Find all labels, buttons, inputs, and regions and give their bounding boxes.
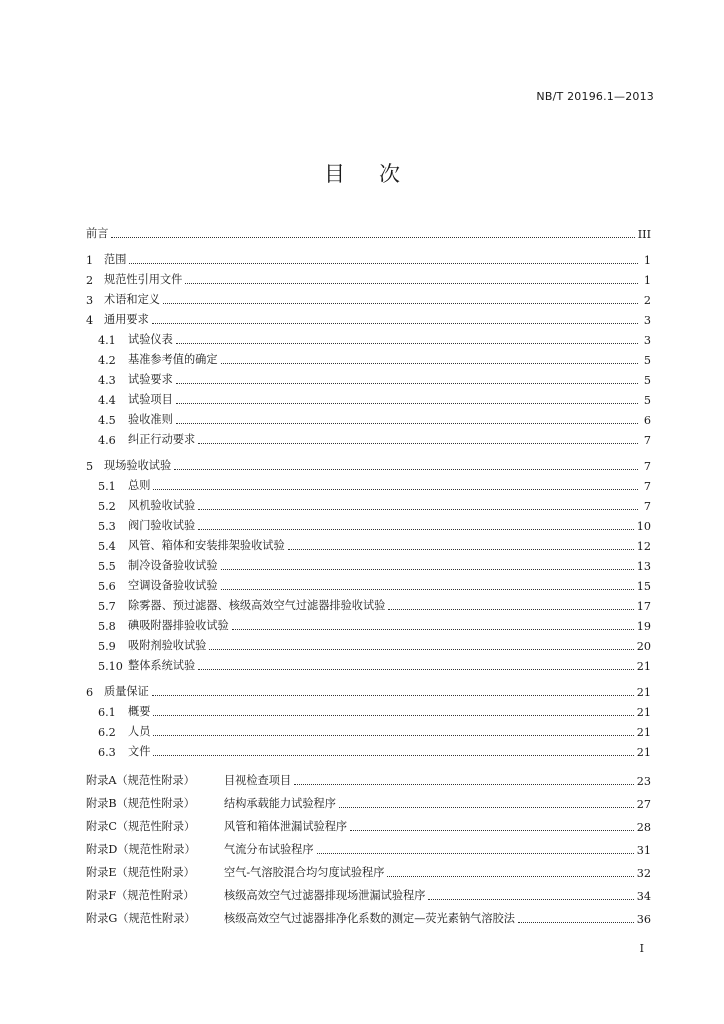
toc-entry-number: 附录E（规范性附录） — [86, 866, 195, 879]
toc-entry-title: 空气-气溶胶混合均匀度试验程序 — [224, 866, 385, 879]
toc-entry-title: 总则 — [128, 479, 151, 492]
toc-entry[interactable] — [86, 367, 651, 387]
toc-entry[interactable] — [86, 247, 651, 267]
toc-leader-dots — [288, 548, 634, 550]
toc-entry-page: 10 — [636, 520, 651, 533]
toc-entry-title: 试验要求 — [128, 373, 173, 386]
toc-leader-dots — [153, 714, 633, 716]
toc-entry[interactable] — [86, 593, 651, 613]
toc-entry[interactable] — [86, 811, 651, 834]
toc-entry[interactable] — [86, 653, 651, 673]
toc-entry-title: 文件 — [128, 745, 151, 758]
toc-entry-title: 核级高效空气过滤器排净化系数的测定—荧光素钠气溶胶法 — [224, 912, 515, 925]
toc-entry-page: 12 — [636, 540, 651, 553]
toc-entry-title: 气流分布试验程序 — [224, 843, 314, 856]
toc-leader-dots — [111, 236, 634, 238]
toc-leader-dots — [317, 852, 634, 854]
toc-entry[interactable] — [86, 287, 651, 307]
toc-entry-title: 除雾器、预过滤器、核级高效空气过滤器排验收试验 — [128, 599, 386, 612]
toc-entry-number: 6.1 — [98, 706, 116, 719]
toc-entry[interactable] — [86, 719, 651, 739]
page-title: 目次 — [324, 162, 434, 186]
toc-leader-dots — [185, 282, 638, 284]
toc-leader-dots — [198, 508, 638, 510]
toc-entry-number: 4.4 — [98, 394, 116, 407]
toc-entry-number: 5.4 — [98, 540, 116, 553]
toc-entry[interactable] — [86, 387, 651, 407]
toc-leader-dots — [350, 829, 634, 831]
toc-entry-number: 1 — [86, 254, 94, 267]
toc-leader-dots — [387, 875, 633, 877]
table-of-contents — [86, 221, 651, 926]
toc-entry[interactable] — [86, 427, 651, 447]
toc-leader-dots — [174, 468, 638, 470]
toc-entry-page: 7 — [643, 434, 651, 447]
toc-entry-title: 核级高效空气过滤器排现场泄漏试验程序 — [224, 889, 426, 902]
toc-leader-dots — [129, 262, 638, 264]
toc-entry-number: 5.8 — [98, 620, 116, 633]
toc-entry[interactable] — [86, 739, 651, 759]
toc-entry[interactable] — [86, 573, 651, 593]
toc-entry-number: 4.6 — [98, 434, 116, 447]
toc-entry-title: 试验项目 — [128, 393, 173, 406]
toc-entry-number: 附录F（规范性附录） — [86, 889, 195, 902]
toc-entry[interactable] — [86, 347, 651, 367]
toc-entry-number: 6.2 — [98, 726, 116, 739]
toc-entry-number: 5.5 — [98, 560, 116, 573]
toc-entry[interactable] — [86, 407, 651, 427]
toc-entry-page: 5 — [643, 354, 651, 367]
toc-entry-page: 21 — [636, 706, 651, 719]
toc-entry-page: 28 — [636, 821, 651, 834]
toc-entry[interactable] — [86, 788, 651, 811]
toc-entry-page: 1 — [643, 254, 651, 267]
toc-entry-title: 风管和箱体泄漏试验程序 — [224, 820, 348, 833]
toc-entry-number: 5.6 — [98, 580, 116, 593]
toc-entry-page: 19 — [636, 620, 651, 633]
toc-entry[interactable] — [86, 513, 651, 533]
toc-entry[interactable] — [86, 327, 651, 347]
toc-entry-title: 纠正行动要求 — [128, 433, 196, 446]
toc-leader-dots — [198, 442, 638, 444]
toc-leader-dots — [176, 382, 638, 384]
toc-entry-number: 6 — [86, 686, 94, 699]
toc-entry-title: 碘吸附器排验收试验 — [128, 619, 229, 632]
toc-entry-number: 5.10 — [98, 660, 123, 673]
toc-entry-title: 验收准则 — [128, 413, 173, 426]
toc-entry-page: 20 — [636, 640, 651, 653]
toc-leader-dots — [294, 783, 634, 785]
toc-entry[interactable] — [86, 307, 651, 327]
toc-entry-title: 试验仪表 — [128, 333, 173, 346]
page-number: I — [639, 942, 644, 955]
toc-entry-title: 通用要求 — [104, 313, 149, 326]
toc-entry-number: 4.5 — [98, 414, 116, 427]
toc-entry-title: 阀门验收试验 — [128, 519, 196, 532]
toc-entry-title: 范围 — [104, 253, 127, 266]
toc-entry[interactable] — [86, 699, 651, 719]
toc-entry-title: 目视检查项目 — [224, 774, 292, 787]
toc-entry-title: 结构承载能力试验程序 — [224, 797, 336, 810]
toc-leader-dots — [153, 488, 638, 490]
toc-entry-title: 空调设备验收试验 — [128, 579, 218, 592]
toc-entry-page: 36 — [636, 913, 651, 926]
toc-leader-dots — [221, 588, 634, 590]
toc-entry-page: 5 — [643, 394, 651, 407]
toc-leader-dots — [339, 806, 634, 808]
toc-entry-title: 风管、箱体和安装排架验收试验 — [128, 539, 285, 552]
toc-leader-dots — [152, 694, 634, 696]
toc-leader-dots — [209, 648, 633, 650]
toc-entry-number: 2 — [86, 274, 94, 287]
toc-entry[interactable] — [86, 533, 651, 553]
toc-leader-dots — [152, 322, 638, 324]
toc-entry[interactable] — [86, 453, 651, 473]
toc-entry-number: 4.1 — [98, 334, 116, 347]
toc-leader-dots — [388, 608, 633, 610]
toc-entry-number: 4.3 — [98, 374, 116, 387]
toc-entry-number: 5.7 — [98, 600, 116, 613]
toc-entry[interactable] — [86, 633, 651, 653]
toc-leader-dots — [176, 402, 638, 404]
toc-entry-page: 21 — [636, 686, 651, 699]
toc-entry-number: 附录B（规范性附录） — [86, 797, 195, 810]
toc-entry-number: 附录C（规范性附录） — [86, 820, 196, 833]
toc-entry-title: 基准参考值的确定 — [128, 353, 218, 366]
toc-entry[interactable] — [86, 679, 651, 699]
toc-leader-dots — [428, 898, 633, 900]
toc-entry-page: 6 — [643, 414, 651, 427]
toc-entry-number: 6.3 — [98, 746, 116, 759]
toc-entry[interactable] — [86, 857, 651, 880]
toc-entry-page: 32 — [636, 867, 651, 880]
toc-entry[interactable] — [86, 553, 651, 573]
toc-entry-title: 质量保证 — [104, 685, 149, 698]
toc-entry-page: 7 — [643, 500, 651, 513]
toc-entry-number: 3 — [86, 294, 94, 307]
toc-entry-page: 15 — [636, 580, 651, 593]
toc-entry-title: 整体系统试验 — [128, 659, 196, 672]
toc-entry-number: 附录G（规范性附录） — [86, 912, 196, 925]
toc-entry-title: 术语和定义 — [104, 293, 160, 306]
toc-leader-dots — [163, 302, 638, 304]
toc-entry-number: 5.9 — [98, 640, 116, 653]
toc-entry-page: 31 — [636, 844, 651, 857]
toc-entry-title: 制冷设备验收试验 — [128, 559, 218, 572]
toc-entry-title: 概要 — [128, 705, 151, 718]
toc-entry-page: 17 — [636, 600, 651, 613]
standard-code: NB/T 20196.1—2013 — [536, 90, 654, 103]
toc-entry-title: 现场验收试验 — [104, 459, 172, 472]
toc-entry[interactable] — [86, 903, 651, 926]
toc-entry-page: 34 — [636, 890, 651, 903]
toc-entry-page: III — [637, 228, 651, 241]
toc-entry[interactable] — [86, 493, 651, 513]
toc-leader-dots — [153, 754, 633, 756]
toc-entry[interactable] — [86, 880, 651, 903]
toc-entry-title: 吸附剂验收试验 — [128, 639, 207, 652]
toc-entry-page: 7 — [643, 480, 651, 493]
toc-entry-page: 5 — [643, 374, 651, 387]
toc-entry-number: 5 — [86, 460, 94, 473]
toc-leader-dots — [232, 628, 634, 630]
toc-leader-dots — [198, 668, 634, 670]
toc-entry-number: 4.2 — [98, 354, 116, 367]
toc-entry-page: 7 — [643, 460, 651, 473]
toc-entry[interactable] — [86, 765, 651, 788]
toc-entry-page: 21 — [636, 746, 651, 759]
toc-entry-page: 3 — [643, 314, 651, 327]
toc-entry-number: 5.1 — [98, 480, 116, 493]
toc-entry-number: 5.2 — [98, 500, 116, 513]
toc-leader-dots — [518, 921, 634, 923]
toc-entry-page: 21 — [636, 726, 651, 739]
toc-leader-dots — [176, 422, 638, 424]
toc-leader-dots — [221, 568, 634, 570]
toc-entry-page: 2 — [643, 294, 651, 307]
toc-entry-title: 规范性引用文件 — [104, 273, 183, 286]
toc-entry-page: 23 — [636, 775, 651, 788]
toc-entry-page: 27 — [636, 798, 651, 811]
toc-entry-number: 5.3 — [98, 520, 116, 533]
toc-leader-dots — [176, 342, 638, 344]
toc-entry-title: 人员 — [128, 725, 151, 738]
toc-leader-dots — [221, 362, 638, 364]
toc-entry-title: 风机验收试验 — [128, 499, 196, 512]
toc-entry[interactable] — [86, 267, 651, 287]
toc-entry-number: 附录A（规范性附录） — [86, 774, 195, 787]
toc-entry[interactable] — [86, 473, 651, 493]
toc-entry-number: 4 — [86, 314, 94, 327]
toc-entry-page: 3 — [643, 334, 651, 347]
toc-entry-page: 1 — [643, 274, 651, 287]
toc-leader-dots — [198, 528, 634, 530]
toc-entry[interactable] — [86, 221, 651, 241]
toc-entry[interactable] — [86, 834, 651, 857]
toc-entry[interactable] — [86, 613, 651, 633]
toc-entry-page: 13 — [636, 560, 651, 573]
toc-entry-title: 前言 — [86, 227, 109, 240]
toc-entry-number: 附录D（规范性附录） — [86, 843, 196, 856]
toc-leader-dots — [153, 734, 633, 736]
toc-entry-page: 21 — [636, 660, 651, 673]
